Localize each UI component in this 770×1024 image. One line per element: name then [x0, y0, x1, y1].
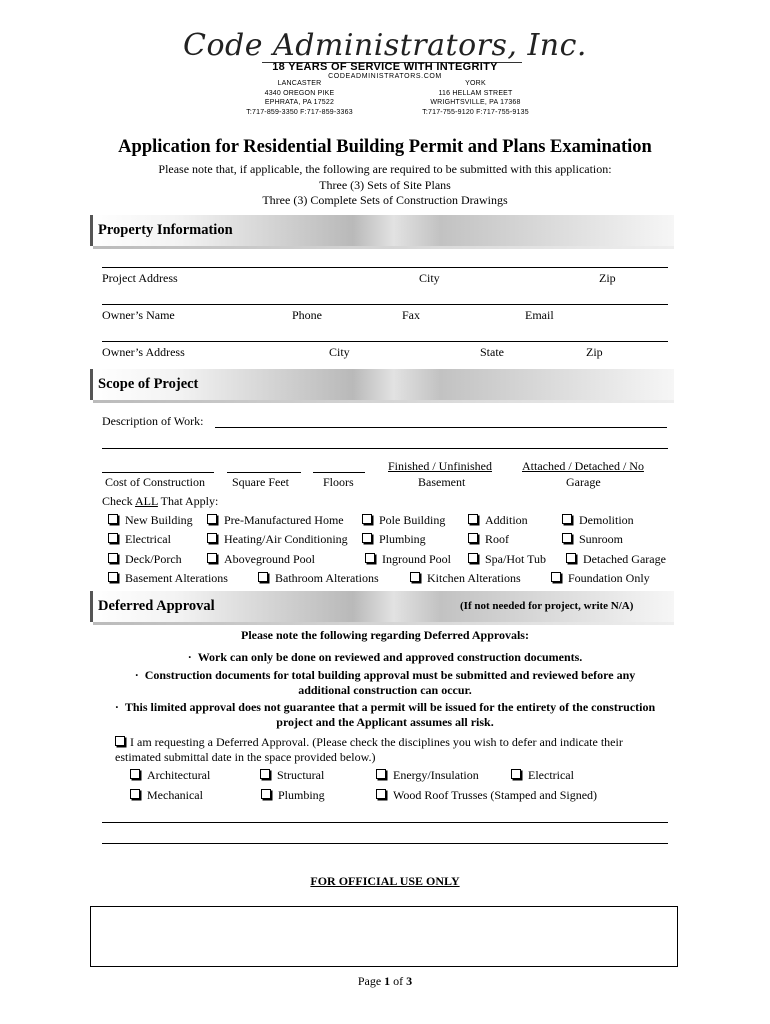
garage-options[interactable]: Attached / Detached / No: [522, 459, 644, 473]
checkbox-architectural[interactable]: Architectural: [130, 768, 210, 783]
checkbox-heating-air[interactable]: Heating/Air Conditioning: [207, 532, 348, 547]
phone-label: Phone: [292, 308, 322, 322]
company-tagline: 18 YEARS OF SERVICE WITH INTEGRITY: [272, 61, 498, 73]
deferred-bullet-3-cont: project and the Applicant assumes all risk.: [276, 715, 494, 729]
office-city: EPHRATA, PA 17522: [264, 99, 335, 107]
zip-label: Zip: [599, 271, 616, 285]
checkbox-energy-insulation[interactable]: Energy/Insulation: [376, 768, 479, 783]
office-street: 116 HELLAM STREET: [438, 89, 513, 97]
checkbox-deferred-plumbing[interactable]: Plumbing: [261, 788, 325, 803]
checkbox-structural[interactable]: Structural: [260, 768, 324, 783]
checkbox-aboveground-pool[interactable]: Aboveground Pool: [207, 552, 315, 567]
checkbox-foundation-only[interactable]: Foundation Only: [551, 571, 650, 586]
email-label: Email: [525, 308, 554, 322]
official-use-heading: FOR OFFICIAL USE ONLY: [310, 874, 460, 888]
checkbox-deck-porch[interactable]: Deck/Porch: [108, 552, 182, 567]
checkbox-electrical[interactable]: Electrical: [108, 532, 171, 547]
deferred-approval-header: [90, 591, 674, 622]
page-number: Page 1 of 3: [357, 974, 413, 988]
office-name: LANCASTER: [277, 80, 322, 87]
sqft-label: Square Feet: [232, 475, 289, 489]
owner-zip-label: Zip: [586, 345, 603, 359]
official-use-box: [90, 906, 678, 967]
check-all-instruction: Check ALL That Apply:: [102, 494, 219, 508]
office-name: YORK: [465, 80, 486, 87]
checkbox-detached-garage[interactable]: Detached Garage: [566, 552, 666, 567]
fax-label: Fax: [402, 308, 420, 322]
owner-name-label: Owner’s Name: [102, 308, 175, 322]
section-title: Property Information: [98, 222, 233, 238]
project-address-label: Project Address: [102, 271, 178, 285]
checkbox-roof[interactable]: Roof: [468, 532, 509, 547]
state-label: State: [480, 345, 504, 359]
property-info-header: [90, 215, 674, 246]
requirement-drawings: Three (3) Complete Sets of Construction Drawings: [262, 193, 508, 207]
checkbox-deferred-electrical[interactable]: Electrical: [511, 768, 574, 783]
owner-city-label: City: [329, 345, 350, 359]
company-website: CODEADMINISTRATORS.COM: [328, 73, 442, 80]
checkbox-kitchen-alterations[interactable]: Kitchen Alterations: [410, 571, 521, 586]
checkbox-pole-building[interactable]: Pole Building: [362, 513, 445, 528]
requirements-note: Please note that, if applicable, the following are required to be submitted with this application:: [158, 162, 612, 176]
checkbox-spa-hot-tub[interactable]: Spa/Hot Tub: [468, 552, 546, 567]
office-phone: T:717-755-9120 F:717-755-9135: [422, 108, 529, 116]
basement-options[interactable]: Finished / Unfinished: [388, 459, 492, 473]
office-york: [398, 79, 553, 117]
project-address-line[interactable]: [102, 267, 668, 268]
company-logo: Code Administrators, Inc.: [183, 28, 587, 63]
owner-address-label: Owner’s Address: [102, 345, 185, 359]
office-lancaster: [222, 79, 377, 117]
checkbox-demolition[interactable]: Demolition: [562, 513, 634, 528]
basement-label: Basement: [418, 475, 466, 489]
floors-line[interactable]: [313, 472, 365, 473]
deferred-na-note: (If not needed for project, write N/A): [460, 600, 634, 612]
submittal-date-line-2[interactable]: [102, 843, 668, 844]
checkbox-new-building[interactable]: New Building: [108, 513, 193, 528]
deferred-bullet-2: · Construction documents for total building approval must be submitted and reviewed before any: [134, 668, 636, 682]
city-label: City: [419, 271, 440, 285]
office-phone: T:717-859-3350 F:717-859-3363: [246, 108, 353, 116]
scope-of-project-header: [90, 369, 674, 400]
deferred-bullet-3: · This limited approval does not guarantee that a permit will be issued for the entirety of the construction: [114, 700, 656, 714]
checkbox-addition[interactable]: Addition: [468, 513, 528, 528]
checkbox-basement-alterations[interactable]: Basement Alterations: [108, 571, 228, 586]
page-title: Application for Residential Building Permit and Plans Examination: [118, 137, 652, 157]
requirement-site-plans: Three (3) Sets of Site Plans: [319, 178, 451, 192]
section-title: Deferred Approval: [98, 598, 215, 614]
garage-label: Garage: [566, 475, 601, 489]
submittal-date-line-1[interactable]: [102, 822, 668, 823]
deferred-bullet-2-cont: additional construction can occur.: [298, 683, 472, 697]
office-city: WRIGHTSVILLE, PA 17368: [430, 99, 521, 107]
checkbox-request-deferred[interactable]: I am requesting a Deferred Approval. (Please check the disciplines you wish to defer and indicate their: [115, 735, 623, 750]
sqft-line[interactable]: [227, 472, 301, 473]
checkbox-pre-manufactured-home[interactable]: Pre-Manufactured Home: [207, 513, 344, 528]
cost-label: Cost of Construction: [105, 475, 206, 489]
checkbox-inground-pool[interactable]: Inground Pool: [365, 552, 451, 567]
deferred-bullet-1: · Work can only be done on reviewed and approved construction documents.: [187, 650, 583, 664]
checkbox-wood-roof-trusses[interactable]: Wood Roof Trusses (Stamped and Signed): [376, 788, 597, 803]
owner-address-line[interactable]: [102, 341, 668, 342]
deferred-intro: Please note the following regarding Deferred Approvals:: [241, 628, 529, 642]
checkbox-sunroom[interactable]: Sunroom: [562, 532, 623, 547]
checkbox-plumbing[interactable]: Plumbing: [362, 532, 426, 547]
description-label: Description of Work:: [102, 414, 204, 428]
description-line-1[interactable]: [215, 427, 667, 428]
floors-label: Floors: [323, 475, 354, 489]
request-deferred-cont: estimated submittal date in the space provided below.): [115, 750, 376, 764]
description-line-2[interactable]: [102, 448, 668, 449]
office-street: 4340 OREGON PIKE: [264, 89, 335, 97]
checkbox-bathroom-alterations[interactable]: Bathroom Alterations: [258, 571, 379, 586]
cost-line[interactable]: [102, 472, 214, 473]
checkbox-mechanical[interactable]: Mechanical: [130, 788, 203, 803]
owner-name-line[interactable]: [102, 304, 668, 305]
section-title: Scope of Project: [98, 376, 199, 392]
